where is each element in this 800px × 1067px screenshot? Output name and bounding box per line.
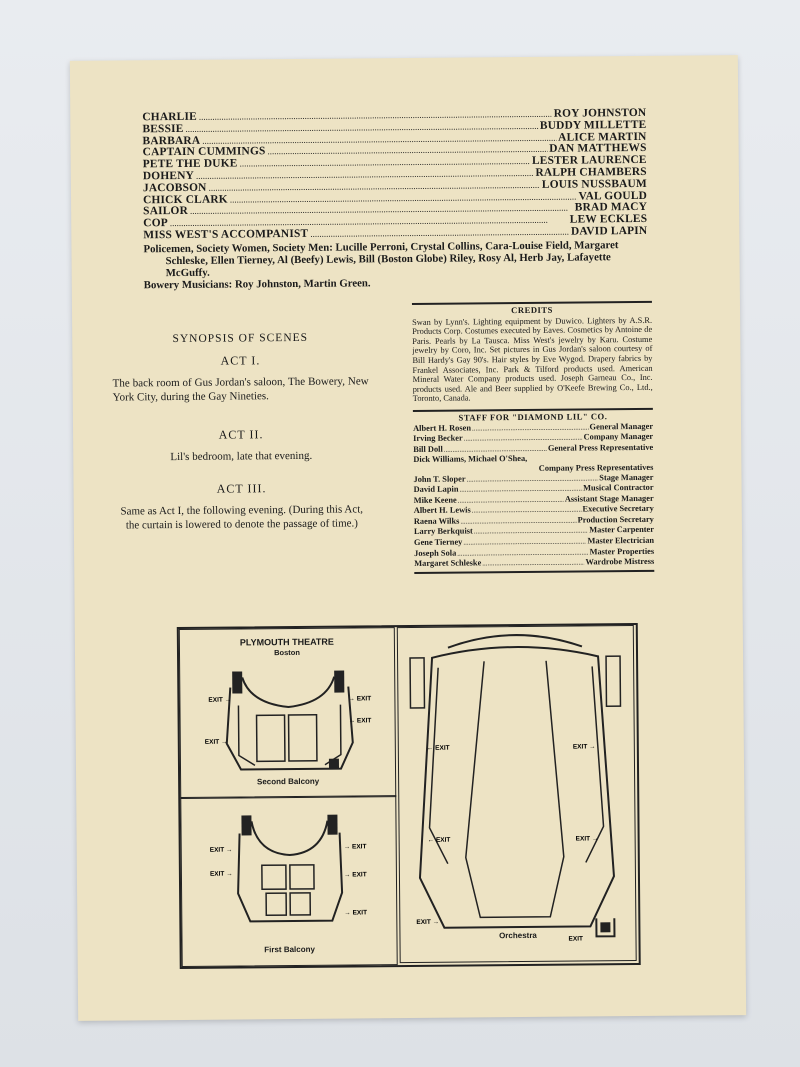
cast-extras [143,239,647,291]
role-name: BARBARA [142,134,201,147]
actor-name: BRAD MACY [574,201,648,214]
staff-name: Albert H. Lewis [413,505,471,516]
exit-label: EXIT → [575,835,599,843]
staff-heading: STAFF FOR "DIAMOND LIL" CO. [458,411,608,423]
act-title: ACT I. [220,353,261,368]
staff-job: Stage Manager [599,472,654,482]
exit-label: → EXIT [343,843,367,851]
seating-plans [177,623,641,969]
act-title: ACT III. [216,481,267,496]
staff-name: Joseph Sola [414,548,457,558]
staff-job: Company Manager [583,431,654,442]
staff-name: Albert H. Rosen [413,422,471,433]
act-description: The back room of Gus Jordan's saloon, The Bowery, New York City, during the Gay Nineties. [112,375,369,404]
second-balcony-label: Second Balcony [256,776,320,787]
actor-name: ROY JOHNSTON [553,106,647,120]
act-description: Same as Act I, the following evening. (During this Act, the curtain is lowered to denote the passage of time.) [120,503,364,532]
credits-heading: CREDITS [511,304,553,316]
staff-job: Production Secretary [577,514,654,525]
orchestra-label: Orchestra [499,930,537,941]
staff-job: General Manager [589,421,654,431]
second-balcony-panel [179,627,396,799]
staff-name: David Lapin [413,484,459,495]
cast-list [142,108,648,291]
synopsis-heading: SYNOPSIS OF SCENES [172,331,309,346]
exit-label: ← EXIT [426,744,450,752]
actor-name: BUDDY MILLETTE [539,118,647,132]
staff-name: Raena Wilks [413,516,460,526]
actor-name: DAVID LAPIN [570,224,648,238]
theatre-name: PLYMOUTH THEATRE [239,636,334,648]
dot-leader [482,558,584,569]
staff-job: Company Press Representatives [538,462,654,473]
credits-block [412,301,654,576]
dot-leader [444,444,547,455]
staff-job: Master Properties [589,546,655,557]
role-name: BESSIE [142,122,184,136]
exit-label: EXIT → [572,743,596,751]
exit-label: → EXIT [348,695,372,703]
exit-label: → EXIT [344,909,368,917]
orchestra-diagram [398,626,636,962]
dot-leader [310,227,569,241]
exit-label: EXIT → [416,918,440,926]
role-name: JACOBSON [142,181,207,195]
staff-name: Bill Doll [413,444,443,454]
actor-name: RALPH CHAMBERS [535,165,647,179]
staff-job: Master Electrician [587,535,655,546]
staff-name: Gene Tierney [414,537,463,548]
first-balcony-panel [180,795,397,967]
role-name: MISS WEST'S ACCOMPANIST [143,227,309,242]
exit-label: EXIT [568,935,583,943]
exit-label: ← EXIT [427,836,451,844]
role-name: CAPTAIN CUMMINGS [142,145,266,159]
actor-name: VAL GOULD [578,189,648,203]
staff-name: Irving Becker [413,433,463,444]
orchestra-panel [397,625,637,963]
actor-name: LEW ECKLES [569,213,648,226]
staff-name: Larry Berkquist [413,526,473,537]
role-name: PETE THE DUKE [142,157,238,171]
actor-name: LOUIS NUSSBAUM [541,177,647,191]
exit-label: EXIT → [209,846,233,854]
act-description: Lil's bedroom, late that evening. [170,449,313,464]
staff-row [413,443,653,456]
staff-name: Dick Williams, Michael O'Shea, [413,454,528,465]
staff-name: John T. Sloper [413,473,466,484]
musicians-text: Bowery Musicians: Roy Johnston, Martin Green. [143,277,371,292]
role-name: SAILOR [143,205,189,218]
exit-label: EXIT → [208,696,232,704]
exit-label: → EXIT [343,871,367,879]
staff-name: Mike Keene [413,495,457,505]
staff-job: Assistant Stage Manager [564,493,654,504]
staff-job: Master Carpenter [589,525,654,535]
role-name: DOHENY [142,169,195,183]
staff-list [413,408,654,574]
theatre-city: Boston [274,647,300,658]
synopsis-of-scenes [112,330,370,532]
ensemble-text: Policemen, Society Women, Society Men: Lucille Perroni, Crystal Collins, Cara-Louise Field, Margaret Schleske, Ellen Tierney, Al (Beefy) Lewis, Bill (Boston Globe) Riley, Rosy Al, Herb Jay, Lafayette McGuffy. [143,238,619,279]
role-name: CHICK CLARK [142,193,228,206]
exit-label: EXIT → [209,870,233,878]
actor-name: DAN MATTHEWS [549,142,647,156]
first-balcony-diagram [181,802,396,944]
staff-job: Wardrobe Mistress [585,557,655,567]
staff-job: Musical Contractor [583,482,654,493]
staff-name: Margaret Schleske [414,558,482,569]
actor-name: LESTER LAURENCE [531,154,647,168]
act-title: ACT II. [218,427,264,442]
role-name: CHARLIE [142,110,197,124]
program-page [70,55,746,1021]
exit-label: → EXIT [348,717,372,725]
staff-job: General Press Representative [547,442,654,453]
first-balcony-label: First Balcony [264,944,315,955]
exit-label: EXIT → [204,738,228,746]
role-name: COP [143,217,168,230]
actor-name: ALICE MARTIN [558,130,647,144]
staff-job: Executive Secretary [582,504,654,514]
divider [414,570,654,574]
credits-text: Swan by Lynn's. Lighting equipment by Duwico. Lighters by A.S.R. Products Corp. Costumes executed by Eaves. Cosmetics by Antoine de Paris. Pearls by La Tausca. Miss West's jewelry by Karu. Costume jewelry by Coro, Inc. Set pictures in Gus Jordan's saloon courtesy of Bill Hardy's Gay 90's. Hair styles by Eve Wygod. Drapery fabrics by Frankel Associates, Inc. Park & Tilford products used. American Mineral Water Company products used. Joseph Garneau Co., Inc. products used. Ale and Beer supplied by O'Keefe Brewing Co., Ltd., Toronto, Canada. [412,315,653,404]
staff-row [414,557,654,570]
